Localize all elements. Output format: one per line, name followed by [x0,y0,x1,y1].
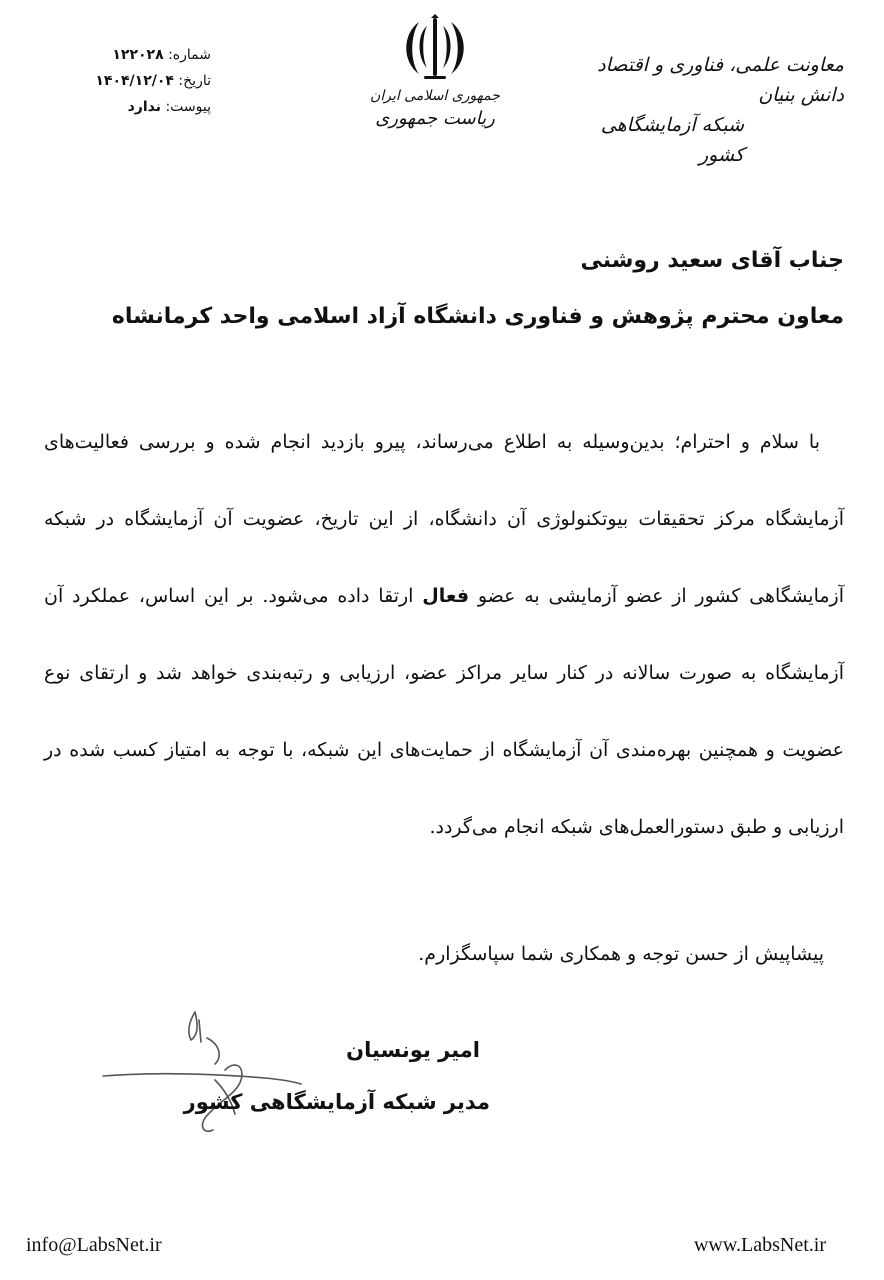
organization-header [554,50,844,170]
body-bold-word: فعال [422,585,470,607]
footer-website[interactable]: www.LabsNet.ir [693,1234,826,1256]
signer-name: امیر یونسیان [346,1038,480,1062]
emblem-line-2: ریاست جمهوری [375,108,495,129]
addressee [84,243,844,335]
iran-emblem-icon [400,14,470,82]
number-label: شماره: [168,47,211,63]
body-part-1: با سلام و احترام؛ بدین‌وسیله به اطلاع می‌رساند، پیرو بازدید انجام شده و بررسی فعالیت‌های آزمایشگاه مرکز تحقیقات بیوتکنولوژی آن دانشگاه، از این تاریخ، عضویت آن آزمایشگاه در شبکه آزمایشگاهی کشور از عضو آزمایشی به عضو [44,431,844,607]
footer-email[interactable]: info@LabsNet.ir [26,1234,162,1256]
attachment-label: پیوست: [165,99,211,115]
addressee-name: جناب آقای سعید روشنی [580,248,844,273]
addressee-position: معاون محترم پژوهش و فناوری دانشگاه آزاد اسلامی واحد کرمانشاه [111,304,844,329]
letter-number [46,42,211,68]
body-paragraph [44,404,844,866]
letter-attachment [46,94,211,120]
number-value: ۱۲۲۰۲۸ [112,47,164,63]
attachment-value: ندارد [127,99,161,115]
letter-date [46,68,211,94]
emblem-line-1: جمهوری اسلامی ایران [370,88,500,104]
date-label: تاریخ: [178,73,211,89]
letter-meta [46,42,211,120]
date-value: ۱۴۰۴/۱۲/۰۴ [95,73,174,89]
org-line-2: شبکه آزمایشگاهی کشور [600,114,744,166]
org-line-1: معاونت علمی، فناوری و اقتصاد دانش بنیان [597,54,844,106]
emblem-block [365,14,505,132]
letter-body [44,404,844,866]
body-part-2: ارتقا داده می‌شود. بر این اساس، عملکرد آن آزمایشگاه به صورت سالانه در کنار سایر مراکز عضو، ارزیابی و رتبه‌بندی خواهد شد و ارتقای نوع عضویت و همچنین بهره‌مندی آن آزمایشگاه از حمایت‌های این شبکه، با توجه به امتیاز کسب شده در ارزیابی و طبق دستورالعمل‌های شبکه انجام می‌گردد. [44,585,844,838]
signer-title: مدیر شبکه آزمایشگاهی کشور [183,1090,490,1114]
signer-block [160,1030,490,1122]
closing-line: پیشاپیش از حسن توجه و همکاری شما سپاسگزارم. [418,943,824,965]
